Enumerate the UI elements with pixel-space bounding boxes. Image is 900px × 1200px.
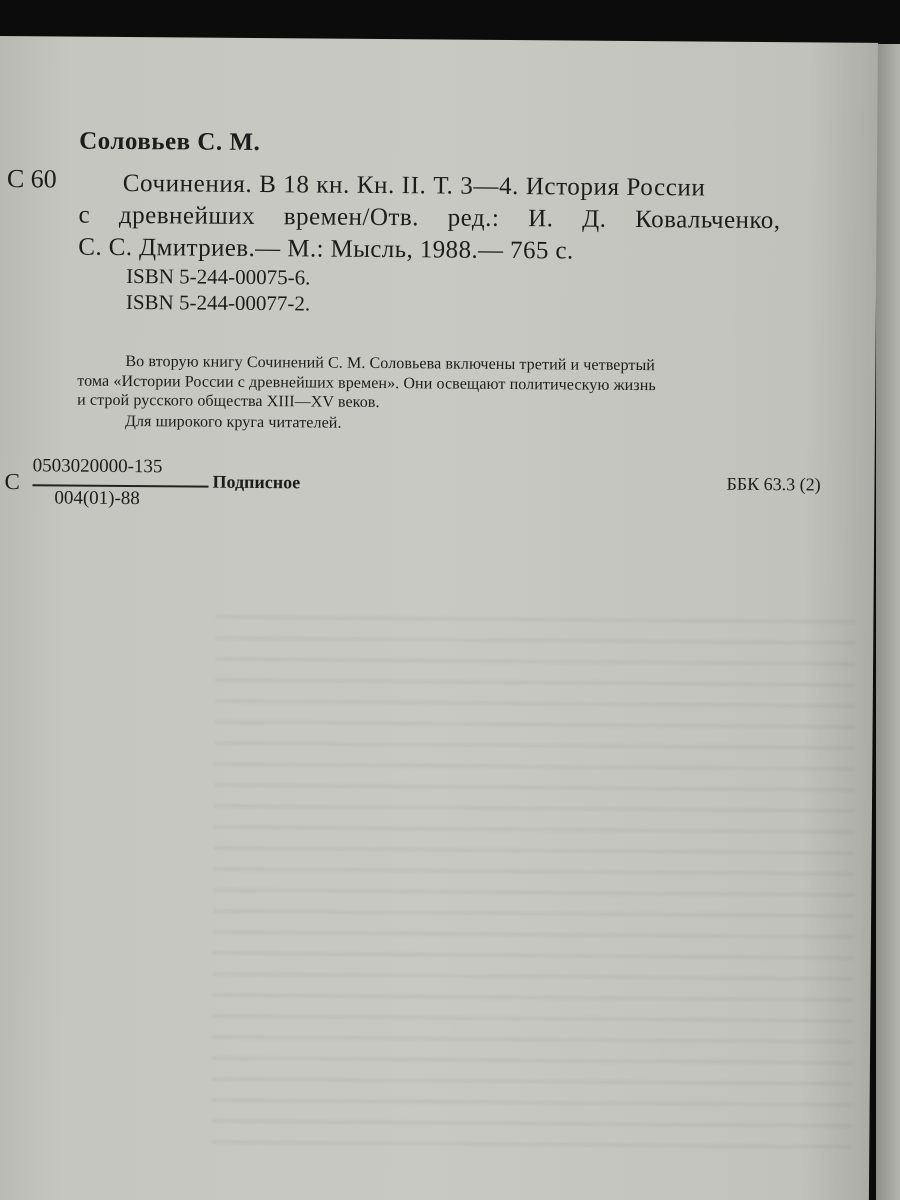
annotation-line-1: Во вторую книгу Сочинений С. М. Соловьева включены третий и четвертый xyxy=(125,352,656,375)
subscription-label: Подписное xyxy=(212,471,301,493)
annotation-line-2: тома «Истории России с древнейших времен». Они освещают политическую жизнь xyxy=(77,372,656,395)
author-heading: Соловьев С. М. xyxy=(79,127,261,157)
annotation-line-4: Для широкого круга читателей. xyxy=(124,412,342,432)
isbn-2: ISBN 5-244-00077-2. xyxy=(125,289,311,316)
title-line-2: с древнейших времен/Отв. ред.: И. Д. Ковальченко, xyxy=(78,201,781,235)
show-through-text xyxy=(211,598,855,1163)
catalog-code: С 60 xyxy=(6,164,57,194)
fraction-denominator: 004(01)-88 xyxy=(54,487,140,510)
bbk-code: ББК 63.3 (2) xyxy=(726,473,821,495)
fraction-numerator: 0503020000-135 xyxy=(32,455,163,478)
title-line-1: Сочинения. В 18 кн. Кн. II. Т. 3—4. История России xyxy=(122,169,706,202)
page-edge xyxy=(876,44,900,1200)
book-page xyxy=(0,36,878,1200)
title-line-3: С. С. Дмитриев.— М.: Мысль, 1988.— 765 с. xyxy=(78,233,574,265)
footer-letter: С xyxy=(4,469,20,495)
isbn-1: ISBN 5-244-00075-6. xyxy=(126,263,311,290)
annotation-line-3: и строй русского общества XIII—XV веков. xyxy=(77,391,380,411)
